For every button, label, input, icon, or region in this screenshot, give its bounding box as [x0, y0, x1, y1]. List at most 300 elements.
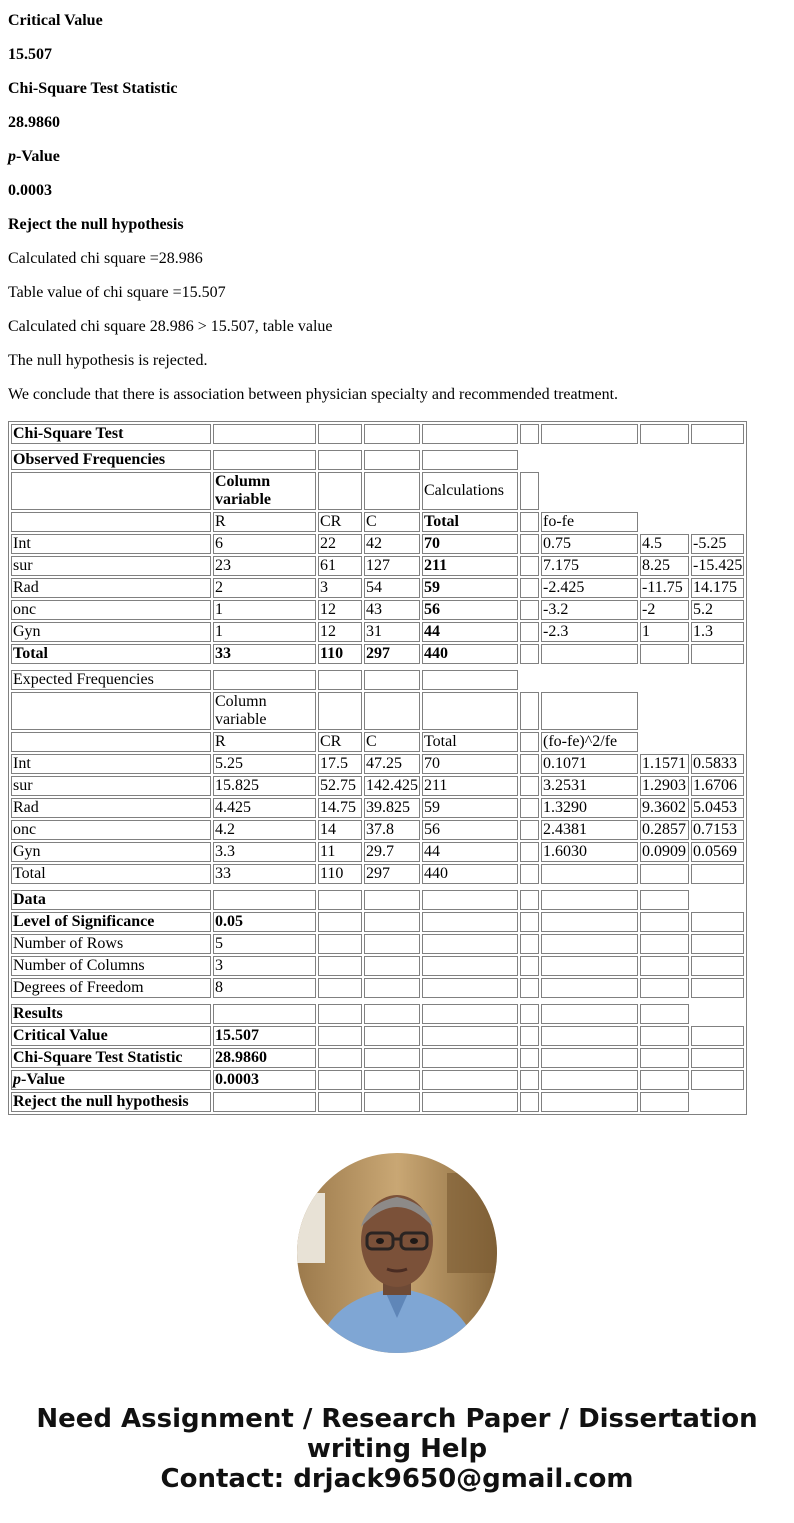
table-cell: 440: [422, 644, 518, 664]
table-cell: 1.6706: [691, 776, 744, 796]
table-cell: [520, 776, 539, 796]
table-cell: 43: [364, 600, 420, 620]
table-cell: [364, 912, 420, 932]
calculated-chi-square: Calculated chi square =28.986: [8, 250, 203, 267]
table-cell: [520, 732, 539, 752]
table-cell: 44: [422, 622, 518, 642]
table-cell: [520, 798, 539, 818]
comparison-line: Calculated chi square 28.986 > 15.507, table value: [8, 318, 333, 335]
table-cell: [640, 934, 689, 954]
table-cell: onc: [11, 600, 211, 620]
table-cell: [541, 956, 638, 976]
table-row: [11, 578, 744, 598]
table-cell: 33: [213, 644, 316, 664]
table-cell: Degrees of Freedom: [11, 978, 211, 998]
table-cell: 0.0569: [691, 842, 744, 862]
table-cell: 297: [364, 644, 420, 664]
table-cell: [422, 424, 518, 444]
table-cell: [520, 1026, 539, 1046]
table-cell: [520, 934, 539, 954]
table-cell: [364, 670, 420, 690]
table-cell: [318, 450, 362, 470]
table-cell: [640, 890, 689, 910]
observed-total-row: [11, 644, 744, 664]
table-cell: [541, 424, 638, 444]
table-cell: [318, 692, 362, 730]
table-cell: 3: [213, 956, 316, 976]
table-cell: [11, 692, 211, 730]
table-cell: Total: [422, 732, 518, 752]
table-cell: 59: [422, 578, 518, 598]
table-cell: [691, 670, 744, 690]
table-cell: [364, 1026, 420, 1046]
table-cell: 8: [213, 978, 316, 998]
table-cell: [640, 670, 689, 690]
table-cell: [364, 1004, 420, 1024]
table-cell: 14: [318, 820, 362, 840]
table-cell: 2.4381: [541, 820, 638, 840]
table-cell: [318, 1026, 362, 1046]
table-cell: Total: [11, 864, 211, 884]
expected-header-row: [11, 692, 744, 730]
table-cell: 52.75: [318, 776, 362, 796]
table-cell: [318, 1048, 362, 1068]
table-cell: [541, 1026, 638, 1046]
table-cell: [691, 956, 744, 976]
table-cell: [422, 692, 518, 730]
table-row: [11, 776, 744, 796]
table-cell: [364, 956, 420, 976]
table-cell: [541, 670, 638, 690]
table-row: [11, 842, 744, 862]
table-cell: Gyn: [11, 842, 211, 862]
table-cell: [520, 978, 539, 998]
table-cell: [422, 934, 518, 954]
table-cell: [520, 1070, 539, 1090]
table-cell: [422, 890, 518, 910]
table-cell: 1: [213, 622, 316, 642]
table-cell: [520, 864, 539, 884]
table-cell: [691, 978, 744, 998]
observed-title-row: [11, 450, 744, 470]
table-cell: [541, 890, 638, 910]
table-cell: 47.25: [364, 754, 420, 774]
table-cell: 5.2: [691, 600, 744, 620]
table-title: Chi-Square Test: [11, 424, 211, 444]
table-cell: [541, 644, 638, 664]
table-cell: [691, 1048, 744, 1068]
observed-column-variable: Column variable: [213, 472, 316, 510]
table-cell: [11, 472, 211, 510]
table-cell: 3.2531: [541, 776, 638, 796]
observed-columns-row: [11, 512, 744, 532]
significance-row: [11, 912, 744, 932]
table-cell: 39.825: [364, 798, 420, 818]
table-cell: [520, 512, 539, 532]
table-cell: 4.2: [213, 820, 316, 840]
table-cell: [422, 978, 518, 998]
table-cell: [520, 1048, 539, 1068]
table-cell: 23: [213, 556, 316, 576]
table-cell: [422, 1048, 518, 1068]
table-cell: [213, 670, 316, 690]
table-cell: [213, 1092, 316, 1112]
table-cell: 211: [422, 556, 518, 576]
table-cell: [541, 978, 638, 998]
table-cell: p-Value: [11, 1070, 211, 1090]
table-cell: 1.2903: [640, 776, 689, 796]
table-cell: 6: [213, 534, 316, 554]
table-cell: [520, 472, 539, 510]
table-cell: -3.2: [541, 600, 638, 620]
table-chi-square: Table value of chi square =15.507: [8, 284, 226, 301]
table-cell: Int: [11, 534, 211, 554]
table-cell: [422, 1092, 518, 1112]
p-value-row: [11, 1070, 744, 1090]
table-cell: 4.5: [640, 534, 689, 554]
table-cell: [520, 556, 539, 576]
table-row: [11, 820, 744, 840]
table-cell: Rad: [11, 798, 211, 818]
table-cell: [640, 1004, 689, 1024]
table-cell: -2.3: [541, 622, 638, 642]
table-cell: 14.75: [318, 798, 362, 818]
table-cell: [691, 512, 744, 532]
table-cell: [691, 424, 744, 444]
table-cell: 42: [364, 534, 420, 554]
table-cell: Total: [11, 644, 211, 664]
table-cell: 5.25: [213, 754, 316, 774]
table-row: [11, 622, 744, 642]
table-cell: [422, 1070, 518, 1090]
table-cell: [520, 956, 539, 976]
table-cell: [640, 512, 689, 532]
table-cell: 1.3: [691, 622, 744, 642]
table-cell: 1: [640, 622, 689, 642]
table-cell: -11.75: [640, 578, 689, 598]
table-cell: [422, 956, 518, 976]
table-cell: Number of Rows: [11, 934, 211, 954]
table-cell: 12: [318, 600, 362, 620]
table-cell: Critical Value: [11, 1026, 211, 1046]
table-cell: [11, 886, 744, 888]
table-cell: [520, 622, 539, 642]
expected-title-row: [11, 670, 744, 690]
table-cell: [11, 666, 744, 668]
rejected-line: The null hypothesis is rejected.: [8, 352, 208, 369]
table-cell: [11, 446, 744, 448]
table-cell: 15.507: [213, 1026, 316, 1046]
table-cell: CR: [318, 732, 362, 752]
table-cell: 0.2857: [640, 820, 689, 840]
table-cell: Chi-Square Test Statistic: [11, 1048, 211, 1068]
table-row: [11, 556, 744, 576]
table-cell: C: [364, 732, 420, 752]
table-cell: 31: [364, 622, 420, 642]
table-cell: 110: [318, 864, 362, 884]
table-cell: 0.75: [541, 534, 638, 554]
table-cell: 4.425: [213, 798, 316, 818]
table-cell: [364, 424, 420, 444]
table-cell: 1.1571: [640, 754, 689, 774]
fo-fe-squared-label: (fo-fe)^2/fe: [541, 732, 638, 752]
table-cell: [318, 934, 362, 954]
table-cell: [318, 978, 362, 998]
expected-columns-row: [11, 732, 744, 752]
table-cell: 3: [318, 578, 362, 598]
table-cell: [520, 534, 539, 554]
table-cell: [520, 670, 539, 690]
table-cell: 61: [318, 556, 362, 576]
table-cell: R: [213, 732, 316, 752]
table-cell: onc: [11, 820, 211, 840]
table-cell: 9.3602: [640, 798, 689, 818]
col-cr: CR: [318, 512, 362, 532]
results-title-row: [11, 1004, 744, 1024]
table-cell: [640, 956, 689, 976]
table-cell: [422, 1026, 518, 1046]
table-cell: [318, 1070, 362, 1090]
table-cell: 56: [422, 600, 518, 620]
table-cell: [541, 450, 638, 470]
table-cell: 5.0453: [691, 798, 744, 818]
expected-column-variable: Column variable: [213, 692, 316, 730]
table-cell: -15.425: [693, 557, 743, 574]
table-cell: [541, 912, 638, 932]
table-cell: [520, 754, 539, 774]
table-cell: [364, 934, 420, 954]
table-cell: [541, 864, 638, 884]
table-cell: 3.3: [213, 842, 316, 862]
table-cell: 70: [422, 754, 518, 774]
table-cell: [213, 450, 316, 470]
banner-line-1: Need Assignment / Research Paper / Dissertation: [36, 1404, 758, 1434]
title-row: [11, 424, 744, 444]
table-cell: Level of Significance: [11, 912, 211, 932]
table-cell: [640, 424, 689, 444]
table-cell: 29.7: [364, 842, 420, 862]
table-cell: [364, 978, 420, 998]
table-cell: [541, 1004, 638, 1024]
table-cell: [640, 450, 689, 470]
table-cell: [11, 732, 211, 752]
test-statistic: 28.9860: [8, 114, 60, 131]
table-cell: 33: [213, 864, 316, 884]
table-cell: [691, 1026, 744, 1046]
table-cell: 15.825: [213, 776, 316, 796]
table-cell: [541, 1092, 638, 1112]
table-cell: [520, 820, 539, 840]
table-cell: [640, 864, 689, 884]
table-cell: [364, 692, 420, 730]
chi-square-worksheet: [8, 421, 747, 1115]
table-cell: [318, 1004, 362, 1024]
conclusion: We conclude that there is association between physician specialty and recommended treatment.: [8, 386, 619, 403]
table-cell: 142.425: [366, 777, 418, 794]
table-cell: 0.05: [213, 912, 316, 932]
table-cell: [422, 450, 518, 470]
table-cell: 297: [364, 864, 420, 884]
table-cell: 1: [213, 600, 316, 620]
table-cell: [640, 472, 689, 510]
table-cell: 5: [213, 934, 316, 954]
table-cell: [520, 600, 539, 620]
results-title: Results: [11, 1004, 211, 1024]
table-cell: sur: [11, 776, 211, 796]
table-cell: 70: [422, 534, 518, 554]
observed-header-row: [11, 472, 744, 510]
table-cell: 17.5: [318, 754, 362, 774]
table-cell: 37.8: [364, 820, 420, 840]
table-cell: [364, 1092, 420, 1112]
table-cell: [640, 644, 689, 664]
table-cell: [364, 890, 420, 910]
p-value: 0.0003: [8, 182, 52, 199]
decision-row: [11, 1092, 744, 1112]
table-cell: [691, 732, 744, 752]
table-cell: 440: [422, 864, 518, 884]
table-cell: 11: [318, 842, 362, 862]
table-cell: 44: [422, 842, 518, 862]
table-cell: [520, 644, 539, 664]
col-r: R: [213, 512, 316, 532]
table-cell: 0.7153: [691, 820, 744, 840]
table-cell: 14.175: [691, 578, 744, 598]
table-cell: [520, 1092, 539, 1112]
table-cell: [11, 1000, 744, 1002]
table-cell: [640, 1092, 689, 1112]
table-cell: 59: [422, 798, 518, 818]
table-cell: 127: [364, 556, 420, 576]
table-cell: [520, 424, 539, 444]
banner-line-2: writing Help: [306, 1434, 488, 1464]
table-cell: [213, 1004, 316, 1024]
table-cell: [640, 912, 689, 932]
table-cell: [640, 732, 689, 752]
banner-contact: Contact: drjack9650@gmail.com: [160, 1464, 634, 1494]
table-cell: [364, 472, 420, 510]
table-cell: Rad: [11, 578, 211, 598]
table-row: [11, 600, 744, 620]
table-cell: -2: [640, 600, 689, 620]
col-c: C: [364, 512, 420, 532]
table-cell: [364, 450, 420, 470]
table-cell: 28.9860: [213, 1048, 316, 1068]
table-cell: [691, 472, 744, 510]
table-cell: 7.175: [541, 556, 638, 576]
table-cell: -5.25: [691, 534, 744, 554]
table-cell: Gyn: [11, 622, 211, 642]
table-cell: [318, 670, 362, 690]
table-row: [11, 534, 744, 554]
critical-value-row: [11, 1026, 744, 1046]
columns-count-row: [11, 956, 744, 976]
critical-value: 15.507: [8, 46, 52, 63]
table-cell: [691, 864, 744, 884]
table-cell: [691, 1092, 744, 1112]
test-statistic-heading: Chi-Square Test Statistic: [8, 80, 178, 97]
test-statistic-row: [11, 1048, 744, 1068]
table-cell: -2.425: [541, 578, 638, 598]
help-banner: [0, 1404, 794, 1494]
table-cell: 12: [318, 622, 362, 642]
table-cell: [640, 692, 689, 730]
table-cell: [640, 1048, 689, 1068]
table-cell: [691, 934, 744, 954]
table-cell: [640, 1026, 689, 1046]
table-cell: [422, 1004, 518, 1024]
table-row: [11, 798, 744, 818]
author-photo: [297, 1153, 497, 1353]
table-cell: [318, 890, 362, 910]
table-cell: 1.3290: [541, 798, 638, 818]
table-cell: [520, 1004, 539, 1024]
table-cell: 54: [364, 578, 420, 598]
table-cell: [520, 912, 539, 932]
decision: Reject the null hypothesis: [8, 216, 184, 233]
table-cell: Int: [11, 754, 211, 774]
table-cell: [520, 692, 539, 730]
table-cell: [691, 1004, 744, 1024]
table-cell: 0.1071: [541, 754, 638, 774]
table-cell: [691, 692, 744, 730]
table-cell: 0.0003: [213, 1070, 316, 1090]
table-cell: 2: [213, 578, 316, 598]
data-title-row: [11, 890, 744, 910]
col-total: Total: [422, 512, 518, 532]
degrees-freedom-row: [11, 978, 744, 998]
table-cell: [640, 978, 689, 998]
table-cell: [213, 424, 316, 444]
table-cell: 211: [422, 776, 518, 796]
table-cell: [691, 890, 744, 910]
rows-count-row: [11, 934, 744, 954]
data-title: Data: [11, 890, 211, 910]
table-cell: [318, 956, 362, 976]
table-cell: [541, 1070, 638, 1090]
table-cell: sur: [11, 556, 211, 576]
table-cell: [691, 912, 744, 932]
table-cell: [691, 1070, 744, 1090]
table-cell: 8.25: [640, 556, 689, 576]
expected-total-row: [11, 864, 744, 884]
calculations-label: Calculations: [422, 472, 518, 510]
table-cell: 0.5833: [691, 754, 744, 774]
table-cell: [541, 472, 638, 510]
table-cell: [541, 692, 638, 730]
critical-value-heading: Critical Value: [8, 12, 103, 29]
table-cell: 22: [318, 534, 362, 554]
table-cell: [541, 1048, 638, 1068]
table-cell: Reject the null hypothesis: [11, 1092, 211, 1112]
table-cell: [11, 512, 211, 532]
table-cell: [541, 934, 638, 954]
table-cell: [691, 450, 744, 470]
table-cell: [318, 1092, 362, 1112]
table-row: [11, 754, 744, 774]
p-value-heading: p-Value: [8, 148, 60, 165]
table-cell: [422, 670, 518, 690]
table-cell: [364, 1048, 420, 1068]
table-cell: [318, 472, 362, 510]
table-cell: Number of Columns: [11, 956, 211, 976]
expected-title: Expected Frequencies: [11, 670, 211, 690]
table-cell: 1.6030: [541, 842, 638, 862]
table-cell: [640, 1070, 689, 1090]
table-cell: [213, 890, 316, 910]
table-cell: [364, 1070, 420, 1090]
table-cell: [520, 890, 539, 910]
